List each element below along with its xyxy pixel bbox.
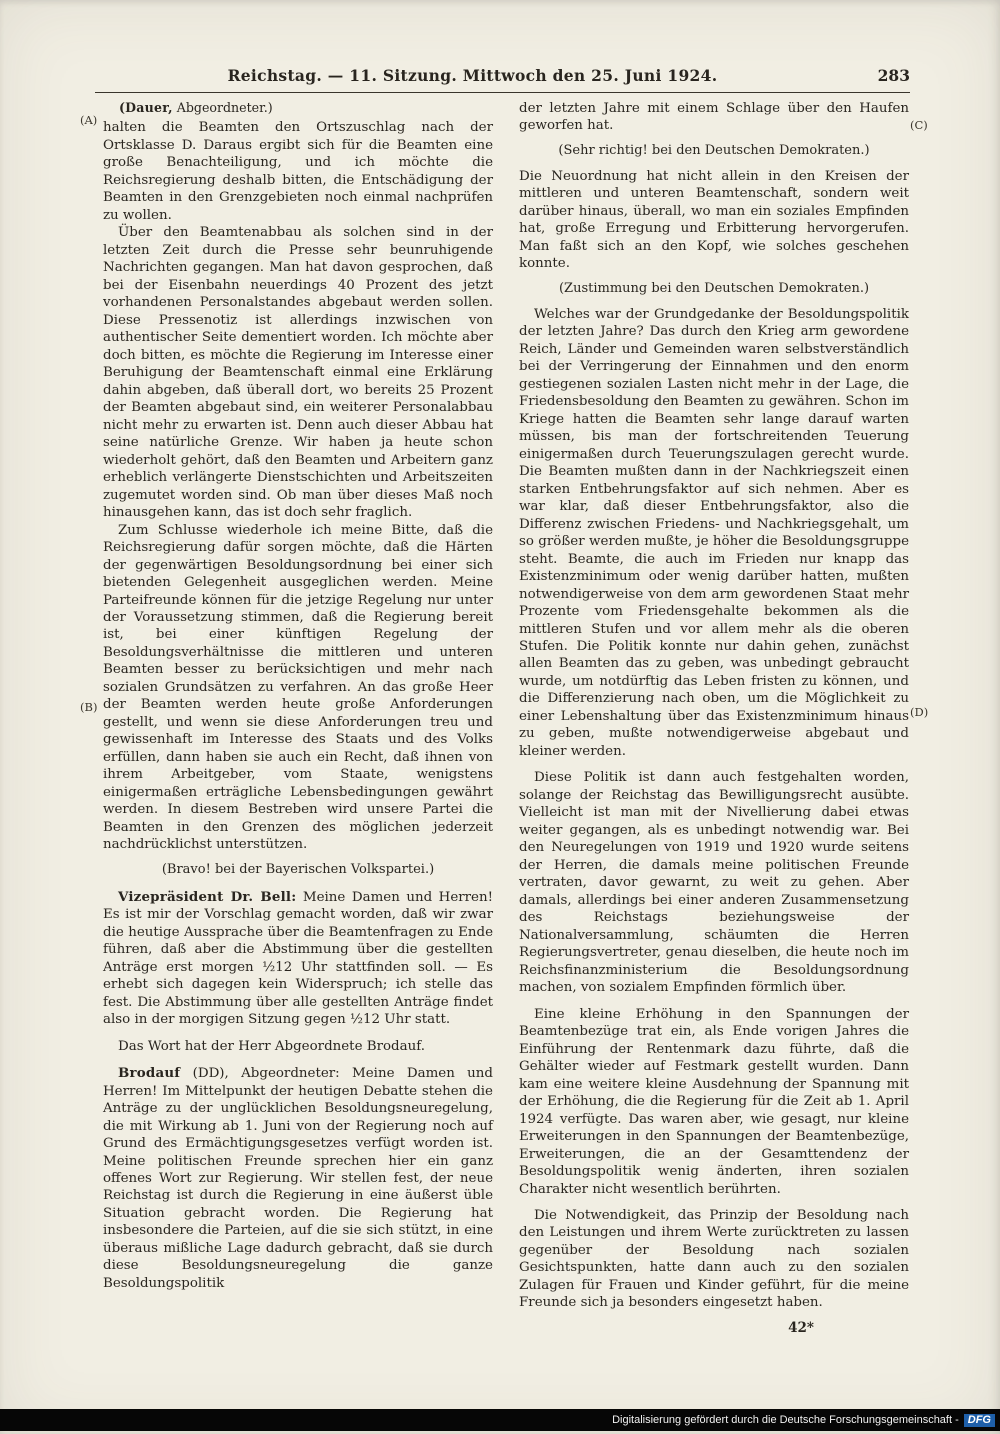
page-content bbox=[103, 100, 909, 1351]
speaker-name-brodauf: Brodauf bbox=[118, 1065, 181, 1082]
paragraph: Zum Schlusse wiederhole ich meine Bitte, daß die Reichsregierung dafür sorgen möchte, daß die Härten der gegenwärtigen Besoldungsordnung bei einer sich bietenden Gelegenheit ausgeglichen werden. Meine Parteifreunde können für die jetzige Regelung nur unter der Voraussetzung stimmen, daß die Regierung bereit ist, bei einer künftigen Regelung der Besoldungsverhältnisse die mittleren und unteren Beamten besser zu berücksichtigen und mehr nach sozialen Grundsätzen zu verfahren. An das große Heer der Beamten werden heute große Anforderungen gestellt, und wenn sie diese Anforderungen treu und gewissenhaft im Interesse des Staats und des Volks erfüllen, dann haben sie auch ein Recht, daß ihnen von ihrem Arbeitgeber, vom Staate, wenigstens einigermaßen erträgliche Lebensbedingungen gewährt werden. In diesem Bestreben wird unsere Partei die Beamten in den Grenzen des möglichen jederzeit nachdrücklichst unterstützen. bbox=[103, 522, 493, 853]
page-number: 283 bbox=[877, 66, 910, 85]
paragraph: Welches war der Grundgedanke der Besoldungspolitik der letzten Jahre? Das durch den Krieg arm gewordene Reich, Länder und Gemeinden waren selbstverständlich bei der Verringerung der Einnahmen und den enorm gestiegenen sozialen Lasten nicht mehr in der Lage, die Friedensbesoldung den Beamten zu gewähren. Schon im Kriege hatten die Beamten sehr lange darauf warten müssen, bis man der fortschreitenden Teuerung einigermaßen durch Teuerungszulagen gerecht wurde. Die Beamten mußten dann in der Nachkriegszeit einen starken Entbehrungsfaktor auf sich nehmen. Aber es war klar, daß dieser Entbehrungsfaktor, also die Differenz zwischen Friedens- und Nachkriegsgehalt, um so größer werden mußte, je höher die Besoldungsgruppe steht. Beamte, die auch im Frieden nur knapp das Existenzminimum oder wenig darüber hatten, mußten notwendigerweise von dem arm gewordenen Staat mehr Prozente vom Friedensgehalte bekommen als die mittleren Stufen und vor allem mehr als die oberen Stufen. Die Politik konnte nur dahin gehen, zunächst allen Beamten das zu geben, was unbedingt gebraucht wurde, um notdürftig das Leben fristen zu können, und die Differenzierung nach oben, um die Möglichkeit zu einer Lebenshaltung über das Existenzminimum hinaus zu geben, mußte notwendigerweise abgebaut und kleiner werden. bbox=[519, 306, 909, 759]
chair-announcement: Das Wort hat der Herr Abgeordnete Brodauf. bbox=[118, 1038, 425, 1054]
speaker-continuation-note bbox=[119, 100, 493, 116]
left-column bbox=[103, 100, 493, 1351]
dfg-logo: DFG bbox=[964, 1414, 995, 1427]
interjection: (Sehr richtig! bei den Deutschen Demokraten.) bbox=[558, 142, 870, 158]
paragraph: Diese Politik ist dann auch festgehalten worden, solange der Reichstag das Bewilligungsrecht ausübte. Vielleicht ist man mit der Nivellierung dabei etwas weiter gegangen, als es unbedingt notwendig war. Bei den Neuregelungen von 1919 und 1920 wurde seitens der Herren, die damals meine politischen Freunde vertraten, davor gewarnt, zu weit zu gehen. Aber damals, allerdings bei einer anderen Zusammensetzung des Reichstags beziehungsweise der Nationalversammlung, schäumten die Herren Regierungsvertreter, genau dieselben, die heute noch im Reichsfinanzministerium die Besoldungsordnung machen, von sozialem Empfinden förmlich über. bbox=[519, 770, 909, 996]
paragraph: halten die Beamten den Ortszuschlag nach der Ortsklasse D. Daraus ergibt sich für die Beamten eine große Benachteiligung, und ich möchte die Reichsregierung deshalb bitten, die Entschädigung der Beamten in den Grenzgebieten noch einmal nachprüfen zu wollen. bbox=[103, 120, 493, 223]
speech-bell bbox=[103, 889, 493, 1029]
right-column bbox=[519, 100, 909, 1351]
signature-mark: 42* bbox=[788, 1319, 814, 1336]
margin-label-a: (A) bbox=[80, 113, 98, 127]
speaker-name: (Dauer, bbox=[119, 100, 173, 115]
paragraph: Die Notwendigkeit, das Prinzip der Besoldung nach den Leistungen und ihrem Werte zurücktreten zu lassen gegenüber der Besoldung nach sozialen Gesichtspunkten, hatte dann auch zu den sozialen Zulagen für Frauen und Kinder geführt, für die meine Freunde sich ja besonders eingesetzt haben. bbox=[519, 1208, 909, 1311]
speaker-name-bell: Vizepräsident Dr. Bell: bbox=[118, 888, 297, 905]
speech-text: (DD), Abgeordneter: Meine Damen und Herren! Im Mittelpunkt der heutigen Debatte stehen die Anträge zu der unglücklichen Besoldungsneuregelung, die mit Wirkung ab 1. Juni von der Regierung noch auf Grund des Ermächtigungsgesetzes verfügt worden ist. Meine politischen Freunde sprechen hier ein ganz offenes Wort zur Regierung. Wir stellen fest, der neue Reichstag ist durch die Regierung in eine äußerst üble Situation gebracht worden. Die Regierung hat insbesondere die Parteien, auf die sie sich stützt, in eine überaus mißliche Lage dadurch gebracht, daß sie durch diese Besoldungsneuregelung die ganze Besoldungspolitik bbox=[103, 1066, 493, 1291]
speech-text: Meine Damen und Herren! Es ist mir der Vorschlag gemacht worden, daß wir zwar die heutige Aussprache über die Beamtenfragen zu Ende führen, daß aber die Abstimmung über die gestellten Anträge erst morgen ½12 Uhr stattfinden soll. — Es erhebt sich dagegen kein Widerspruch; ich stelle das fest. Die Abstimmung über alle gestellten Anträge findet also in der morgigen Sitzung gegen ½12 Uhr statt. bbox=[103, 889, 493, 1028]
interjection: (Zustimmung bei den Deutschen Demokraten.) bbox=[558, 280, 870, 296]
digitization-credit: Digitalisierung gefördert durch die Deutsche Forschungsgemeinschaft - bbox=[612, 1414, 959, 1426]
interjection: (Bravo! bei der Bayerischen Volkspartei.) bbox=[161, 861, 435, 877]
paragraph: Über den Beamtenabbau als solchen sind in der letzten Zeit durch die Presse sehr beunruhigende Nachrichten gegangen. Man hat davon gesprochen, daß bei der Eisenbahn neuerdings 40 Prozent des jetzt vorhandenen Personalstandes abgebaut werden sollen. Diese Pressenotiz ist allerdings inzwischen von authentischer Seite dementiert worden. Ich möchte aber doch bitten, es möchte die Regierung im Interesse einer Beruhigung der Beamtenschaft einmal eine Erklärung dahin abgeben, daß überall dort, wo bereits 25 Prozent der Beamten abgebaut sind, ein weiterer Personalabbau nicht mehr zu erwarten ist. Denn auch dieser Abbau hat seine natürliche Grenze. Wir haben ja heute schon wiederholt gehört, daß den Beamten und Arbeitern ganz erheblich verlängerte Dienstschichten und Arbeitszeiten zugemutet worden sind. Ob man über dieses Maß noch hinausgehen kann, das ist doch sehr fraglich. bbox=[103, 225, 493, 521]
speech-brodauf bbox=[103, 1065, 493, 1292]
margin-label-c: (C) bbox=[910, 118, 928, 132]
paragraph: Die Neuordnung hat nicht allein in den Kreisen der mittleren und unteren Beamtenschaft, sondern weit darüber hinaus, überall, wo man ein soziales Empfinden hat, große Erregung und Erbitterung hervorgerufen. Man faßt sich an den Kopf, wie solches geschehen konnte. bbox=[519, 168, 909, 272]
margin-label-d: (D) bbox=[910, 705, 929, 719]
paragraph: Eine kleine Erhöhung in den Spannungen der Beamtenbezüge trat ein, als Ende vorigen Jahres die Einführung der Rentenmark dazu führte, daß die Gehälter wieder auf Festmark gestellt wurden. Dann kam eine weitere kleine Ausdehnung der Spannung mit der Erhöhung, die die Regierung für die Zeit ab 1. April 1924 verfügte. Das waren aber, wie gesagt, nur kleine Erweiterungen in den Spannungen der Beamtenbezüge, Erweiterungen, die an der Gesamttendenz der Besoldungspolitik wenig änderten, ihren sozialen Charakter nicht wesentlich berührten. bbox=[519, 1006, 909, 1197]
digitization-footer bbox=[0, 1409, 1000, 1431]
header-rule bbox=[95, 92, 910, 93]
header-title: Reichstag. — 11. Sitzung. Mittwoch den 25. Juni 1924. bbox=[227, 66, 718, 85]
paragraph: der letzten Jahre mit einem Schlage über den Haufen geworfen hat. bbox=[519, 101, 909, 134]
speaker-role: Abgeordneter.) bbox=[172, 100, 273, 115]
margin-label-b: (B) bbox=[80, 700, 98, 714]
page-header bbox=[95, 66, 910, 85]
